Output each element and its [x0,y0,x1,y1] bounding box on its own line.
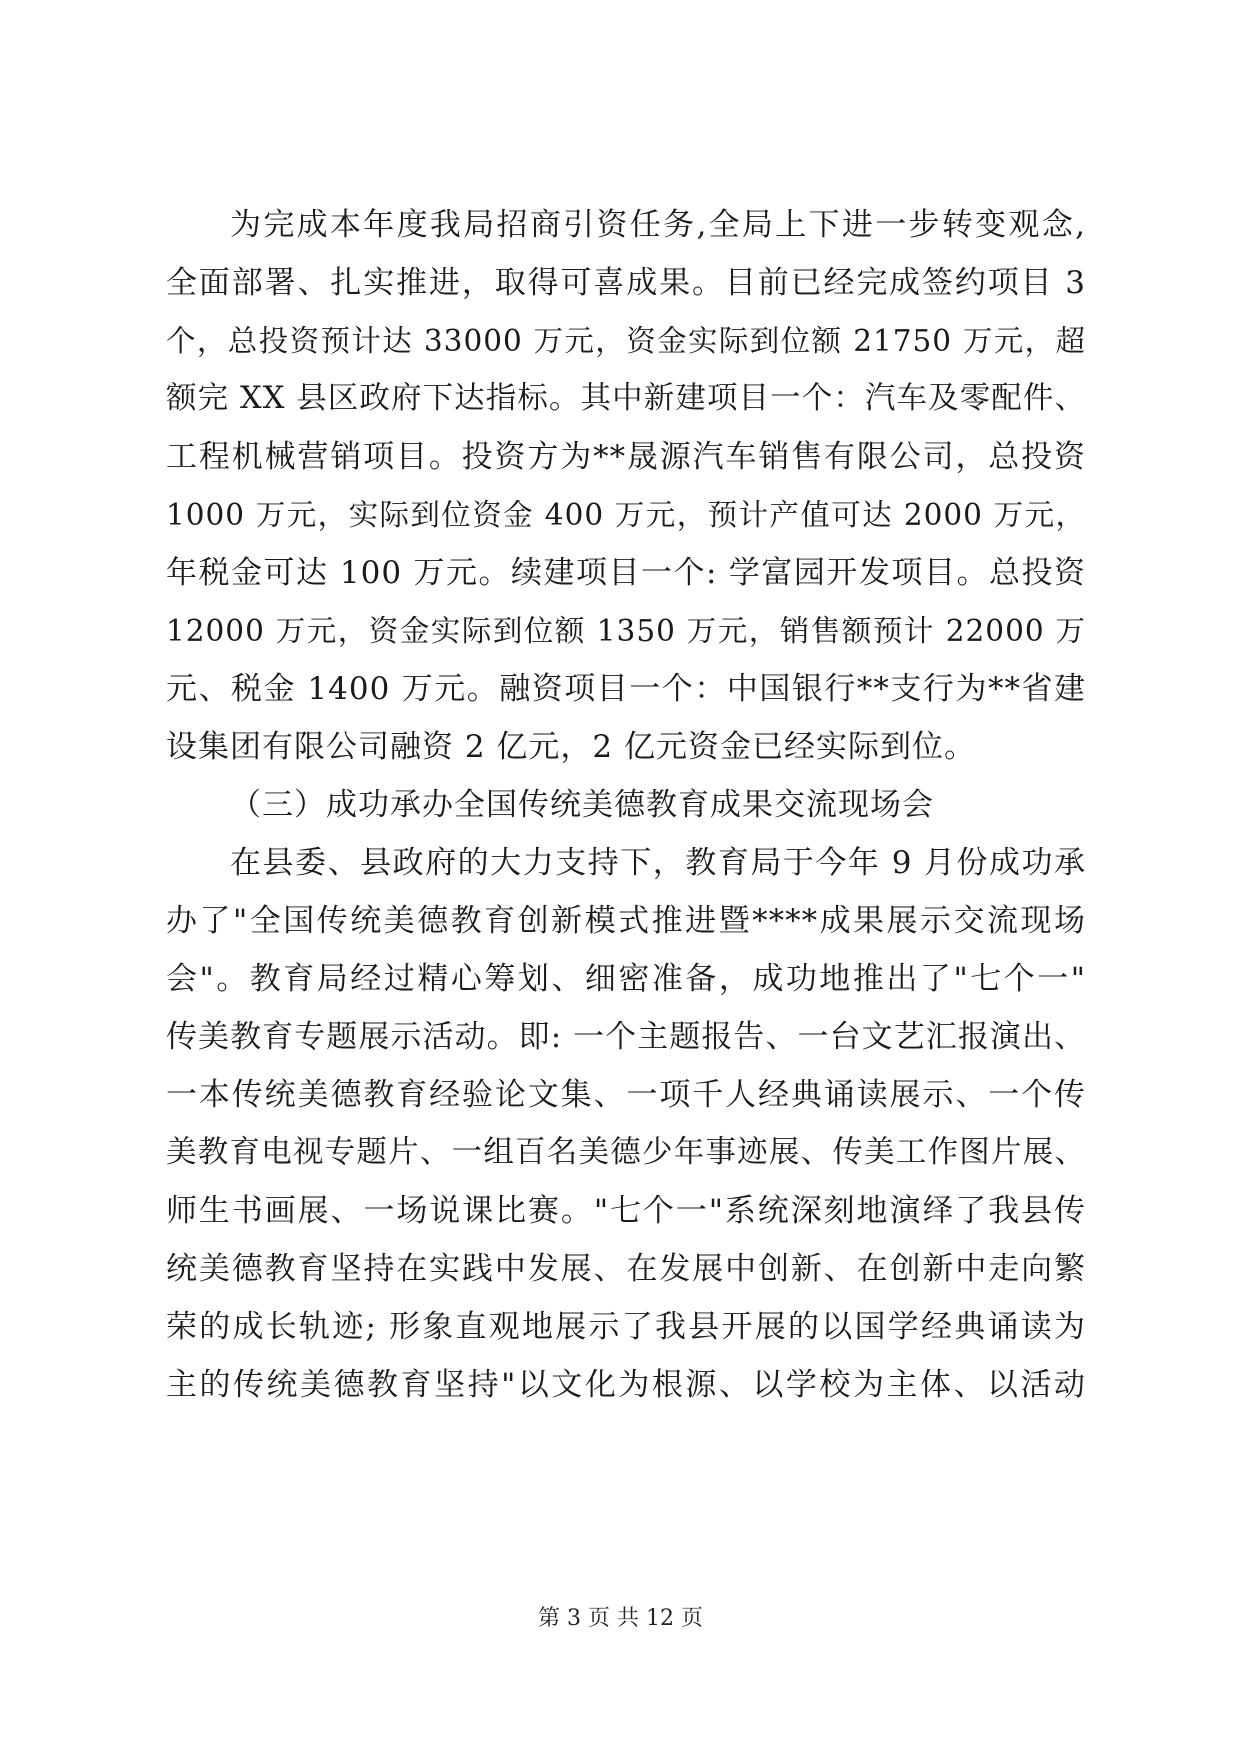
section-heading: （三）成功承办全国传统美德教育成果交流现场会 [230,787,934,823]
paragraph-line: 美教育电视专题片、一组百名美德少年事迹展、传美工作图片展、 [166,1135,1086,1170]
paragraph-line: 额完 XX 县区政府下达指标。其中新建项目一个：汽车及零配件、 [166,381,1086,416]
paragraph-line: 会"。教育局经过精心筹划、细密准备，成功地推出了"七个一" [166,961,1086,997]
paragraph-line: 主的传统美德教育坚持"以文化为根源、以学校为主体、以活动 [166,1367,1086,1403]
paragraph-line: 个，总投资预计达 33000 万元，资金实际到位额 21750 万元，超 [166,324,1086,358]
paragraph-line: 办了"全国传统美德教育创新模式推进暨****成果展示交流现场 [166,903,1086,939]
paragraph-line: 年税金可达 100 万元。续建项目一个: 学富园开发项目。总投资 [166,555,1086,591]
paragraph-line: 在县委、县政府的大力支持下，教育局于今年 9 月份成功承 [230,845,1086,881]
page-number-footer: 第 3 页 共 12 页 [538,1606,703,1631]
paragraph-line: 荣的成长轨迹; 形象直观地展示了我县开展的以国学经典诵读为 [166,1309,1086,1345]
paragraph-line: 为完成本年度我局招商引资任务,全局上下进一步转变观念, [230,207,1086,243]
paragraph-line: 设集团有限公司融资 2 亿元，2 亿元资金已经实际到位。 [166,729,977,765]
paragraph-line: 一本传统美德教育经验论文集、一项千人经典诵读展示、一个传 [166,1077,1086,1113]
paragraph-line: 元、税金 1400 万元。融资项目一个：中国银行**支行为**省建 [166,671,1086,707]
paragraph-line: 师生书画展、一场说课比赛。"七个一"系统深刻地演绎了我县传 [166,1193,1086,1229]
paragraph-line: 统美德教育坚持在实践中发展、在发展中创新、在创新中走向繁 [166,1251,1086,1287]
paragraph-line: 工程机械营销项目。投资方为**晟源汽车销售有限公司，总投资 [166,439,1086,475]
paragraph-line: 12000 万元，资金实际到位额 1350 万元，销售额预计 22000 万 [166,614,1086,648]
paragraph-line: 1000 万元，实际到位资金 400 万元，预计产值可达 2000 万元， [166,498,1086,532]
paragraph-line: 全面部署、扎实推进，取得可喜成果。目前已经完成签约项目 3 [166,265,1086,301]
paragraph-line: 传美教育专题展示活动。即: 一个主题报告、一台文艺汇报演出、 [166,1019,1086,1055]
